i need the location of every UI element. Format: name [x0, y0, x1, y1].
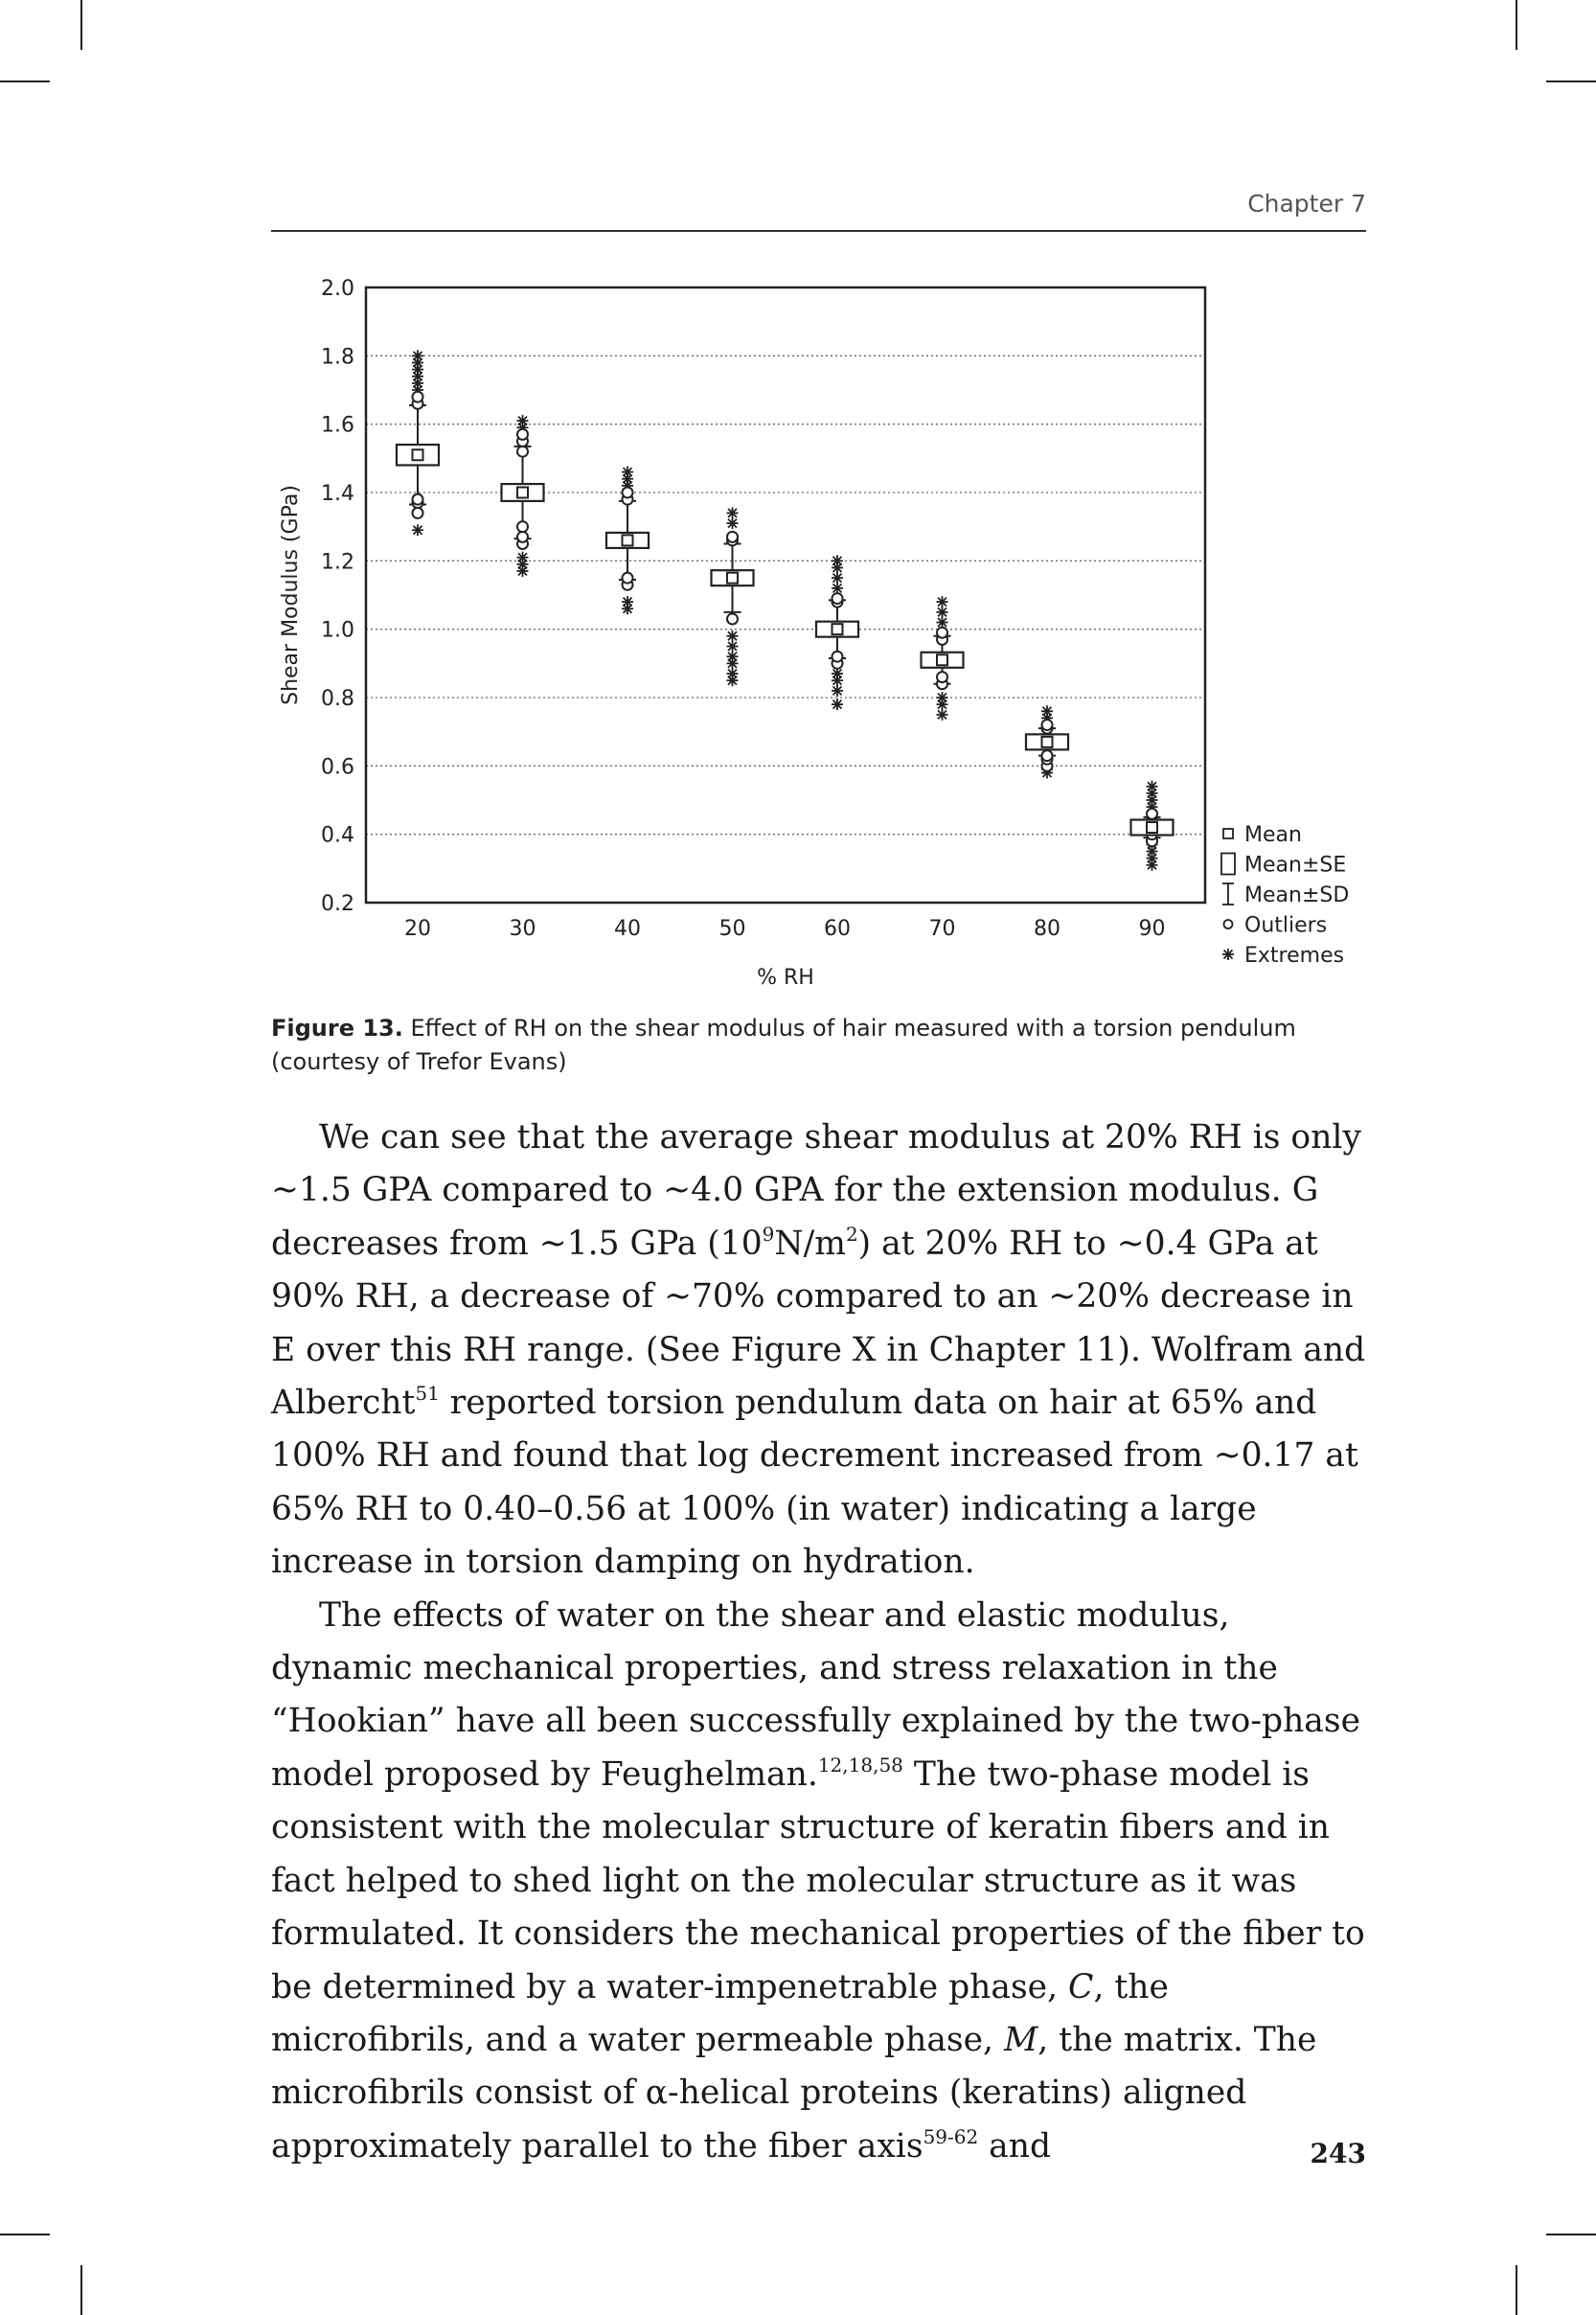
running-header: Chapter 7 — [1247, 190, 1366, 218]
outlier-point — [832, 593, 843, 604]
legend-se-symbol — [1221, 854, 1235, 875]
outlier-point — [832, 652, 843, 662]
y-tick-label: 1.6 — [321, 413, 354, 438]
outlier-point — [413, 392, 423, 402]
legend-label: Mean±SD — [1244, 883, 1350, 907]
extreme-point — [622, 467, 633, 478]
y-tick-label: 1.2 — [321, 550, 354, 575]
header-rule — [271, 230, 1366, 232]
extreme-point — [937, 709, 948, 721]
body-text — [271, 1112, 1366, 2173]
outlier-point — [517, 532, 528, 542]
y-tick-label: 0.2 — [321, 892, 354, 916]
outlier-point — [1147, 809, 1157, 819]
extreme-point — [937, 692, 948, 703]
mean-marker — [413, 449, 423, 460]
mean-marker — [517, 488, 528, 498]
extreme-point — [622, 596, 633, 607]
y-tick-label: 1.8 — [321, 345, 354, 370]
box-group-40 — [606, 467, 649, 615]
legend-label: Outliers — [1244, 913, 1328, 938]
x-tick-label: 20 — [404, 917, 431, 941]
extreme-point — [412, 350, 423, 361]
outlier-point — [517, 447, 528, 457]
box-group-70 — [922, 596, 964, 721]
outlier-point — [517, 521, 528, 532]
y-tick-label: 1.4 — [321, 482, 354, 506]
crop-mark — [0, 80, 50, 82]
paragraph-1: We can see that the average shear modulus at 20% RH is only ~1.5 GPA compared to ~4.0 GPA for the extension modulus. G decreases from ~1.5 GPa $(10^9N/m^2)$ at 20% RH to ~0.4 GPa at 90% RH, a decrease of ~70% compared to an ~20% decrease in E over this RH range. (See Figure X in Chapter 11). Wolfram and Albercht$^{51}$ reported torsion pendulum data on hair at 65% and 100% RH and found that log decrement increased from ~0.17 at 65% RH to 0.40–0.56 at 100% (in water) indicating a large increase in torsion damping on hydration. — [271, 1118, 1366, 1582]
mean-marker — [937, 654, 947, 665]
legend-item-mean — [1223, 823, 1302, 847]
outlier-point — [937, 672, 947, 682]
mean-marker — [832, 624, 843, 634]
x-tick-label: 70 — [928, 917, 956, 941]
y-tick-label: 2.0 — [321, 277, 354, 301]
plot-frame — [366, 287, 1205, 903]
box-group-90 — [1131, 781, 1174, 871]
paragraph-2: The effects of water on the shear and elastic modulus, dynamic mechanical properties, and stress relaxation in the “Hookian” have all been successfully explained by the two-phase model proposed by Feughelman.$^{12,18,58}$ The two-phase model is consistent with the molecular structure of keratin fibers and in fact helped to shed light on the molecular structure as it was formulated. It considers the mechanical properties of the fiber to be determined by a water-impenetrable phase, C, the microfibrils, and a water permeable phase, M, the matrix. The microfibrils consist of α-helical proteins (keratins) aligned approximately parallel to the fiber axis$^{59-62}$ and — [271, 1595, 1365, 2166]
legend-label: Extremes — [1244, 944, 1345, 968]
legend-item-outlier — [1224, 914, 1328, 938]
legend-label: Mean — [1244, 823, 1302, 847]
x-tick-label: 40 — [614, 917, 641, 941]
extreme-point — [727, 507, 739, 518]
legend-item-se — [1221, 854, 1346, 878]
y-tick-label: 0.4 — [321, 823, 354, 848]
extreme-point — [412, 524, 423, 536]
crop-mark — [1516, 0, 1517, 50]
box-group-20 — [397, 350, 439, 536]
crop-mark — [1516, 2265, 1517, 2315]
extreme-point — [727, 641, 739, 653]
extreme-point — [1041, 705, 1053, 717]
y-axis-label: Shear Modulus (GPa) — [279, 485, 303, 705]
outlier-point — [937, 628, 947, 638]
crop-mark — [80, 2265, 82, 2315]
y-tick-label: 0.8 — [321, 687, 354, 711]
legend-mean-symbol — [1223, 829, 1233, 838]
extreme-point — [832, 699, 843, 710]
extreme-point — [727, 630, 739, 642]
extreme-point — [937, 607, 948, 618]
extreme-point — [517, 415, 529, 426]
outlier-point — [623, 573, 633, 584]
outlier-point — [413, 508, 423, 518]
legend-item-sd — [1222, 883, 1349, 907]
x-axis-label: % RH — [757, 966, 814, 990]
legend-item-extreme — [1222, 944, 1344, 968]
shear-modulus-box-plot — [268, 259, 1379, 997]
figure-label: Figure 13. — [271, 1015, 403, 1042]
extreme-point — [517, 552, 529, 563]
mean-marker — [727, 573, 738, 584]
page-number: 243 — [1310, 2138, 1366, 2169]
outlier-point — [727, 532, 738, 542]
box-group-60 — [816, 555, 858, 710]
crop-mark — [0, 2234, 50, 2235]
outlier-point — [727, 613, 738, 624]
mean-marker — [623, 535, 633, 545]
outlier-point — [413, 494, 423, 505]
extreme-point — [937, 596, 948, 607]
extreme-point — [727, 517, 739, 529]
box-group-80 — [1026, 705, 1068, 778]
crop-mark — [80, 0, 82, 50]
extreme-point — [727, 668, 739, 679]
y-tick-label: 0.6 — [321, 755, 354, 780]
mean-marker — [1042, 737, 1053, 747]
box-group-30 — [502, 415, 544, 577]
x-tick-label: 80 — [1034, 917, 1060, 941]
figure-caption-text: Effect of RH on the shear modulus of hair measured with a torsion pendulum (courtesy of Trefor Evans) — [271, 1015, 1296, 1075]
outlier-point — [1042, 720, 1053, 730]
y-tick-label: 1.0 — [321, 618, 354, 643]
x-tick-label: 30 — [509, 917, 536, 941]
outlier-point — [517, 429, 528, 440]
x-tick-label: 60 — [824, 917, 851, 941]
extreme-point — [832, 685, 843, 697]
x-tick-label: 50 — [718, 917, 746, 941]
outlier-point — [623, 488, 633, 498]
legend-label: Mean±SE — [1244, 853, 1347, 878]
figure-caption — [271, 1012, 1366, 1079]
extreme-point — [727, 651, 739, 662]
box-group-50 — [712, 507, 754, 686]
extreme-point — [1147, 781, 1158, 792]
mean-marker — [1147, 822, 1157, 833]
x-tick-label: 90 — [1138, 917, 1166, 941]
crop-mark — [1546, 2234, 1596, 2235]
extreme-point — [1222, 949, 1234, 960]
extreme-point — [832, 572, 843, 584]
outlier-point — [1042, 750, 1053, 761]
extreme-point — [832, 555, 843, 566]
legend-outlier-symbol — [1224, 920, 1233, 928]
crop-mark — [1546, 80, 1596, 82]
